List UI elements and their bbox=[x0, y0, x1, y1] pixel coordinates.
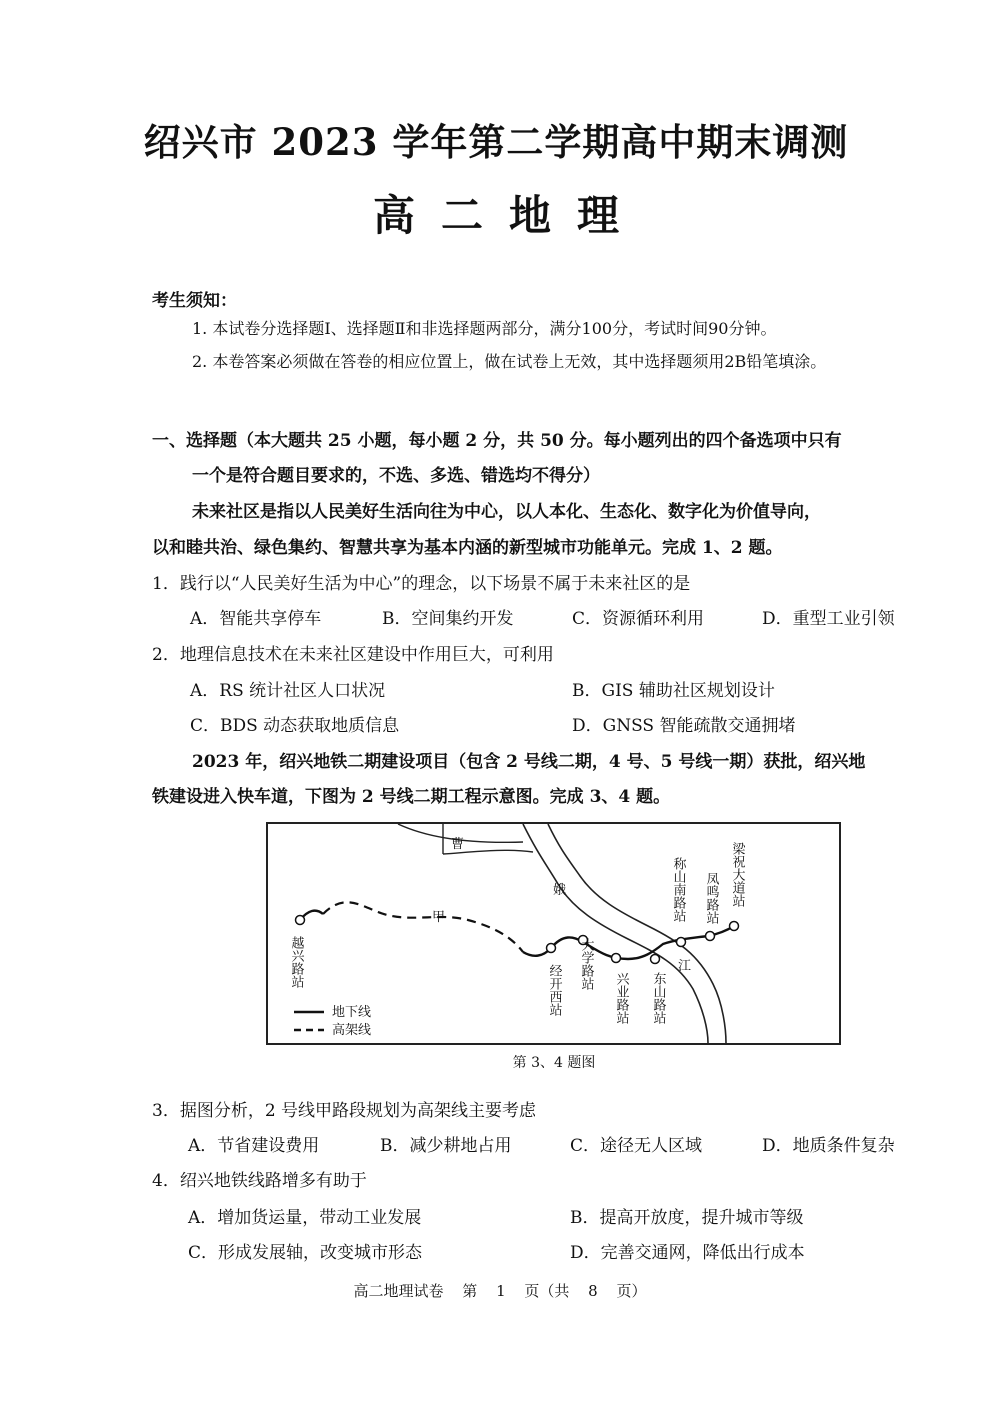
station-fengming bbox=[706, 932, 715, 941]
passage1-line2: 以和睦共治、绿色集约、智慧共享为基本内涵的新型城市功能单元。完成 1、2 题。 bbox=[152, 538, 783, 558]
q3-option-d: D．地质条件复杂 bbox=[762, 1136, 895, 1156]
q1-option-b: B．空间集约开发 bbox=[382, 609, 514, 629]
q1-stem: 1．践行以“人民美好生活为中心”的理念，以下场景不属于未来社区的是 bbox=[152, 574, 691, 594]
label-fengming: 凤鸣路站 bbox=[703, 872, 719, 924]
q4-stem: 4．绍兴地铁线路增多有助于 bbox=[152, 1171, 367, 1191]
river-label-jiang: 江 bbox=[678, 959, 692, 974]
q4-option-d: D．完善交通网，降低出行成本 bbox=[570, 1243, 805, 1263]
label-xingye: 兴业路站 bbox=[613, 972, 629, 1024]
passage2-line1: 2023 年，绍兴地铁二期建设项目（包含 2 号线二期，4 号、5 号线一期）获批，绍兴地 bbox=[192, 752, 866, 772]
station-dongshan bbox=[651, 955, 660, 964]
q2-option-d: D．GNSS 智能疏散交通拥堵 bbox=[572, 716, 796, 736]
notice-heading: 考生须知： bbox=[152, 291, 237, 311]
exam-title: 绍兴市 2023 学年第二学期高中期末调测 bbox=[143, 120, 849, 164]
q4-option-a: A．增加货运量，带动工业发展 bbox=[188, 1208, 422, 1228]
q2-option-a: A．RS 统计社区人口状况 bbox=[190, 681, 386, 701]
segment-label-jia: 甲 bbox=[432, 910, 446, 925]
q2-option-b: B．GIS 辅助社区规划设计 bbox=[572, 681, 775, 701]
notice-item-1: 1. 本试卷分选择题Ⅰ、选择题Ⅱ和非选择题两部分，满分100分，考试时间90分钟。 bbox=[192, 319, 777, 338]
legend-underground-label: 地下线 bbox=[332, 1005, 372, 1020]
section-heading-line1: 一、选择题（本大题共 25 小题，每小题 2 分，共 50 分。每小题列出的四个备选项中只有 bbox=[152, 431, 842, 451]
metro-map-figure bbox=[266, 822, 841, 1045]
q4-option-b: B．提高开放度，提升城市等级 bbox=[570, 1208, 804, 1228]
metro-map bbox=[268, 824, 839, 1043]
section-heading-line2: 一个是符合题目要求的，不选、多选、错选均不得分） bbox=[192, 466, 600, 486]
q2-stem: 2．地理信息技术在未来社区建设中作用巨大，可利用 bbox=[152, 645, 554, 665]
q2-option-c: C．BDS 动态获取地质信息 bbox=[190, 716, 400, 736]
page-footer: 高二地理试卷 第 1 页（共 8 页） bbox=[353, 1282, 647, 1300]
q1-option-c: C．资源循环利用 bbox=[572, 609, 705, 629]
station-chengshannan bbox=[677, 938, 686, 947]
label-dongshan: 东山路站 bbox=[650, 972, 666, 1024]
label-jingkaixi: 经开西站 bbox=[546, 964, 562, 1016]
label-liangzhu: 梁祝大道站 bbox=[729, 842, 745, 907]
river-bank-right bbox=[548, 824, 726, 1043]
figure-caption: 第 3、4 题图 bbox=[512, 1055, 596, 1071]
q4-option-c: C．形成发展轴，改变城市形态 bbox=[188, 1243, 423, 1263]
station-xingye bbox=[612, 954, 621, 963]
station-jingkaixi bbox=[547, 944, 556, 953]
q3-option-c: C．途径无人区域 bbox=[570, 1136, 703, 1156]
station-yuexing bbox=[296, 916, 305, 925]
elevated-line-path bbox=[323, 902, 523, 952]
q3-stem: 3．据图分析，2 号线甲路段规划为高架线主要考虑 bbox=[152, 1101, 537, 1121]
notice-item-2: 2. 本卷答案必须做在答卷的相应位置上，做在试卷上无效，其中选择题须用2B铅笔填涂。 bbox=[192, 352, 827, 371]
q1-option-a: A．智能共享停车 bbox=[190, 609, 322, 629]
q3-option-b: B．减少耕地占用 bbox=[380, 1136, 512, 1156]
subject-title: 高二地理 bbox=[372, 191, 645, 240]
q3-option-a: A．节省建设费用 bbox=[188, 1136, 320, 1156]
river-label-cao: 曹 bbox=[451, 837, 465, 852]
station-liangzhu bbox=[730, 922, 739, 931]
river-label-e: 娥 bbox=[553, 883, 567, 898]
label-yuexing: 越兴路站 bbox=[288, 936, 304, 988]
label-daxue: 大学路站 bbox=[578, 938, 594, 990]
passage2-line2: 铁建设进入快车道，下图为 2 号线二期工程示意图。完成 3、4 题。 bbox=[152, 787, 671, 807]
q1-option-d: D．重型工业引领 bbox=[762, 609, 895, 629]
label-chengshannan: 称山南路站 bbox=[670, 857, 686, 922]
underground-line-east bbox=[523, 926, 734, 959]
passage1-line1: 未来社区是指以人民美好生活向往为中心，以人本化、生态化、数字化为价值导向， bbox=[192, 502, 821, 522]
legend-elevated-label: 高架线 bbox=[332, 1023, 372, 1038]
